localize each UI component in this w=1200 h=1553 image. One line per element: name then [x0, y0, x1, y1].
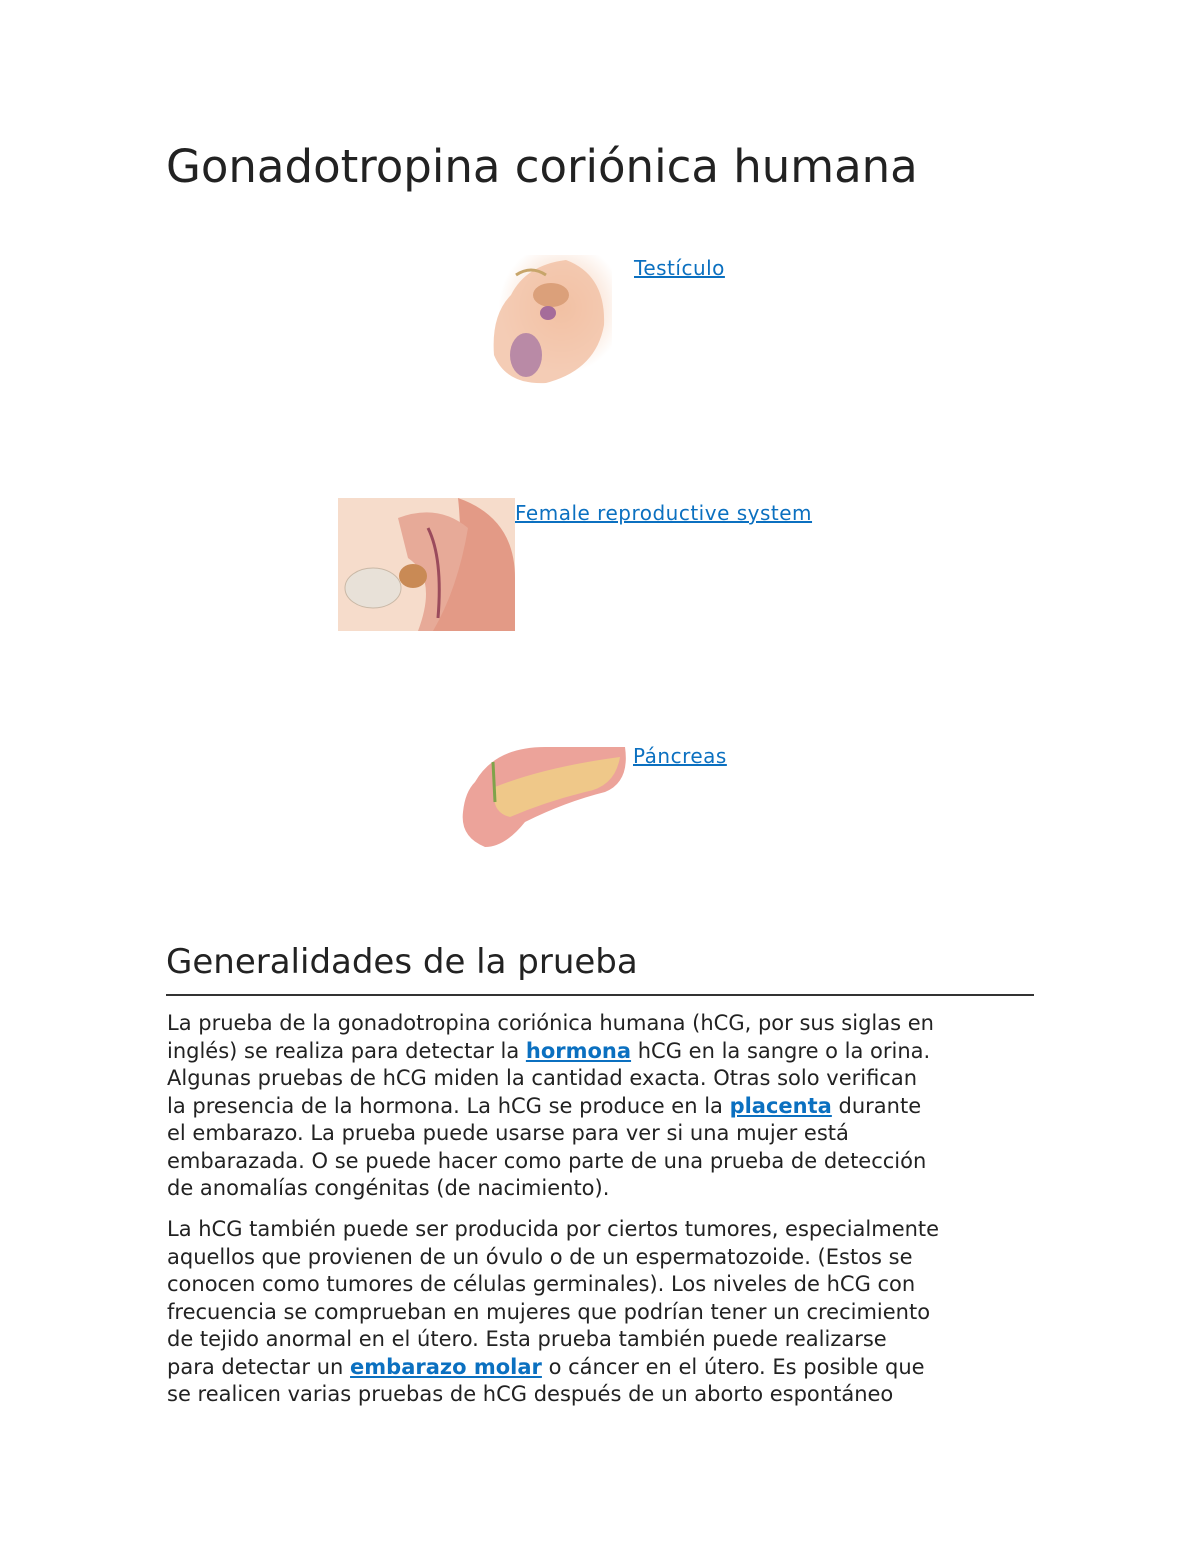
- text-line: conocen como tumores de células germinales). Los niveles de hCG con: [167, 1272, 916, 1296]
- paragraph-tumors: [167, 1216, 939, 1409]
- text: inglés) se realiza para detectar la: [167, 1038, 526, 1063]
- section-divider: [166, 994, 1034, 996]
- link-placenta[interactable]: placenta: [729, 1093, 832, 1118]
- testicle-illustration: [486, 255, 612, 387]
- text: la presencia de la hormona. La hCG se produce en la: [167, 1093, 730, 1118]
- text: hCG en la sangre o la orina.: [631, 1038, 931, 1063]
- page-title: Gonadotropina coriónica humana: [166, 140, 918, 193]
- text-line: La prueba de la gonadotropina coriónica humana (hCG, por sus siglas en: [167, 1011, 934, 1035]
- section-heading: Generalidades de la prueba: [166, 942, 638, 982]
- text-line: se realicen varias pruebas de hCG después de un aborto espontáneo: [167, 1382, 894, 1406]
- text-line: frecuencia se comprueban en mujeres que podrían tener un crecimiento: [167, 1299, 931, 1324]
- text-line: [167, 1093, 934, 1121]
- text-line: embarazada. O se puede hacer como parte de una prueba de detección: [167, 1148, 927, 1173]
- figure-caption-female-reproductive-system[interactable]: Female reproductive system: [515, 501, 813, 525]
- link-embarazo-molar[interactable]: embarazo molar: [350, 1354, 542, 1379]
- text-line: [167, 1038, 934, 1066]
- text: o cáncer en el útero. Es posible que: [541, 1354, 925, 1379]
- text: durante: [831, 1093, 922, 1118]
- text-line: aquellos que provienen de un óvulo o de un espermatozoide. (Estos se: [167, 1244, 913, 1269]
- paragraph-overview: [167, 1010, 934, 1203]
- text-line: [167, 1354, 939, 1382]
- text-line: el embarazo. La prueba puede usarse para ver si una mujer está: [167, 1121, 849, 1145]
- text-line: Algunas pruebas de hCG miden la cantidad exacta. Otras solo verifican: [167, 1066, 918, 1090]
- text-line: de anomalías congénitas (de nacimiento).: [167, 1176, 610, 1200]
- link-hormona[interactable]: hormona: [525, 1038, 632, 1063]
- figure-caption-testiculo[interactable]: Testículo: [634, 256, 725, 280]
- pancreas-illustration: [455, 742, 632, 850]
- text-line: La hCG también puede ser producida por ciertos tumores, especialmente: [167, 1217, 940, 1241]
- text: para detectar un: [167, 1354, 351, 1379]
- text-line: de tejido anormal en el útero. Esta prueba también puede realizarse: [167, 1327, 887, 1351]
- female-reproductive-illustration: [338, 498, 515, 631]
- figure-caption-pancreas[interactable]: Páncreas: [633, 744, 727, 768]
